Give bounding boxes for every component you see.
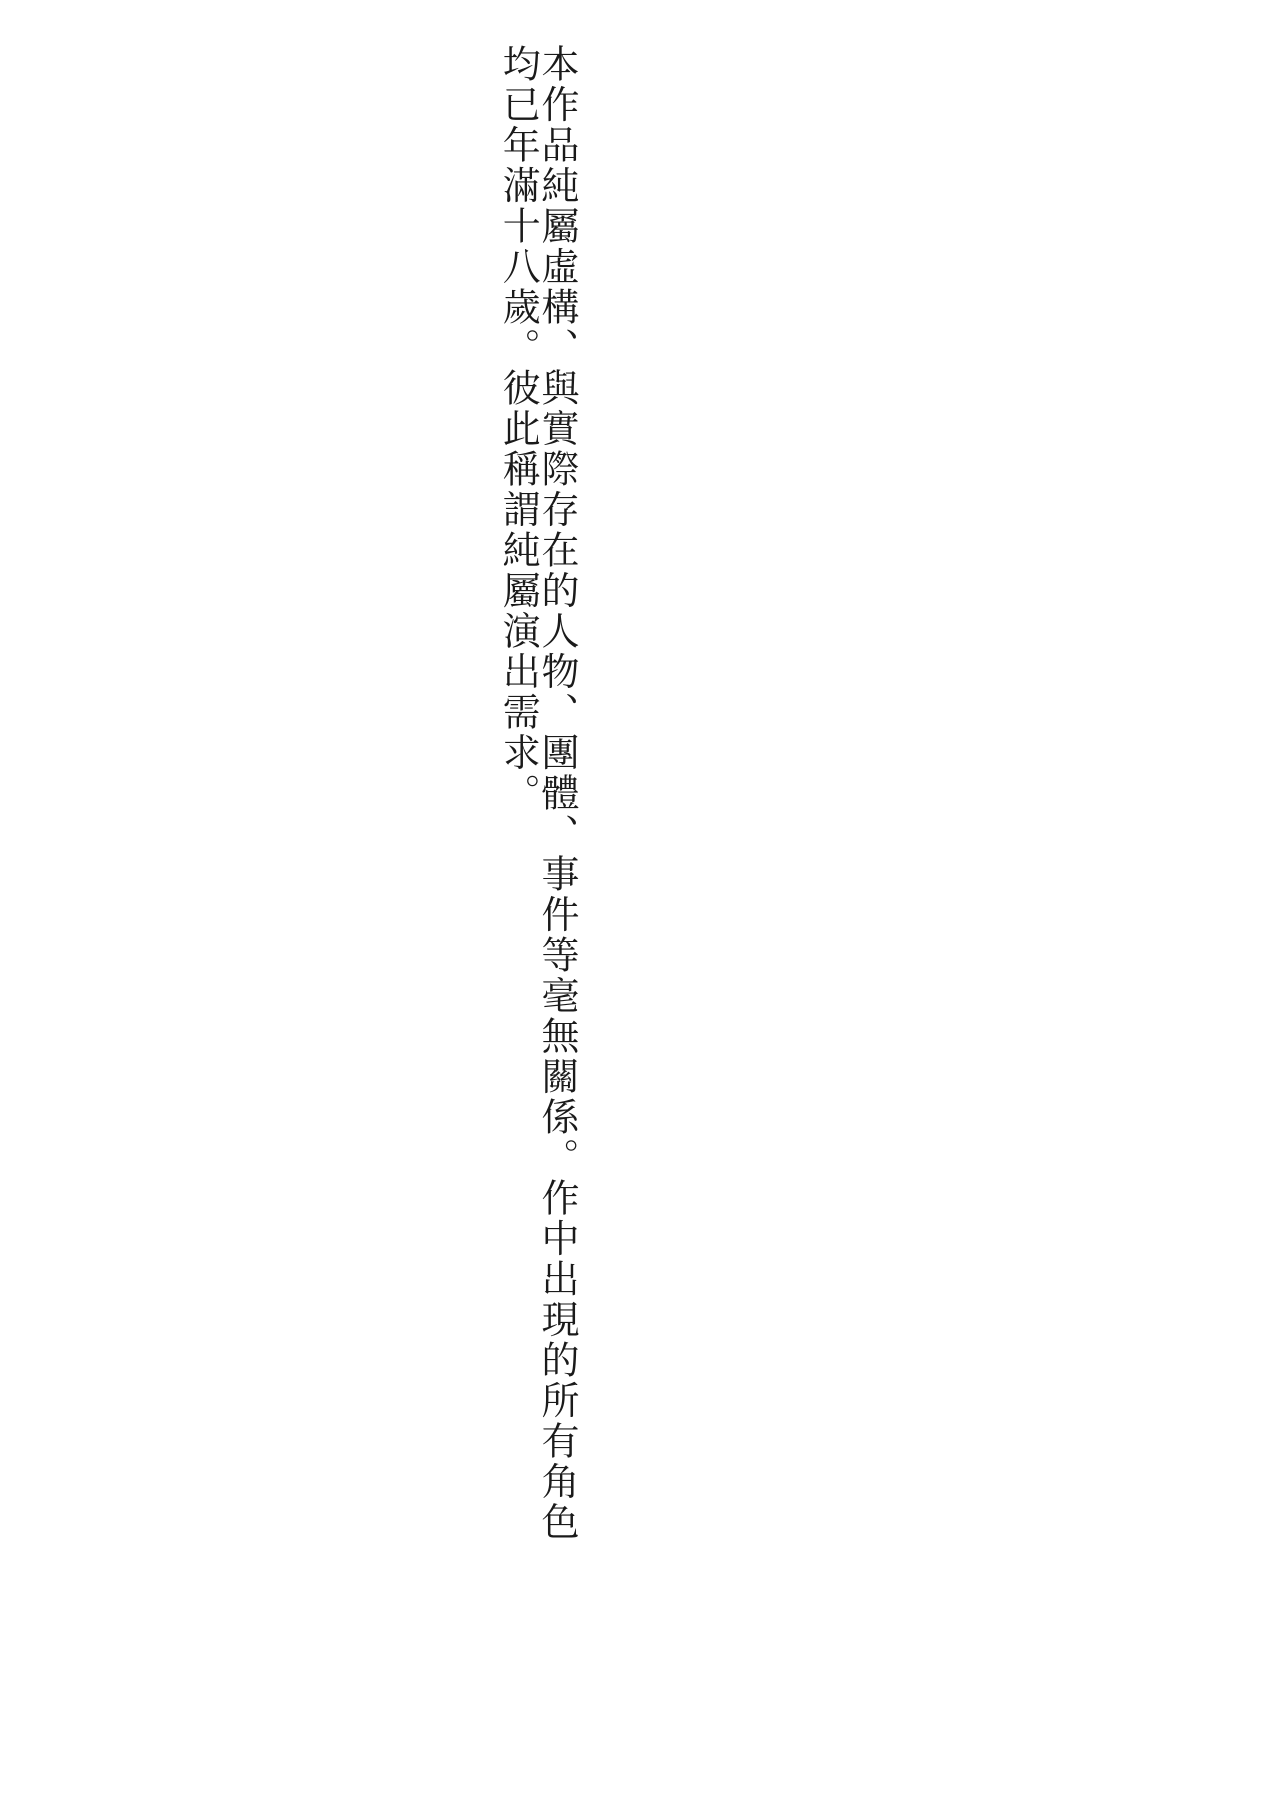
disclaimer-text: 本作品純屬虛構、與實際存在的人物、團體、事件等毫無關係。作中出現的所有角色均已年滿十八歲。彼此稱謂純屬演出需求。 <box>496 44 579 1543</box>
